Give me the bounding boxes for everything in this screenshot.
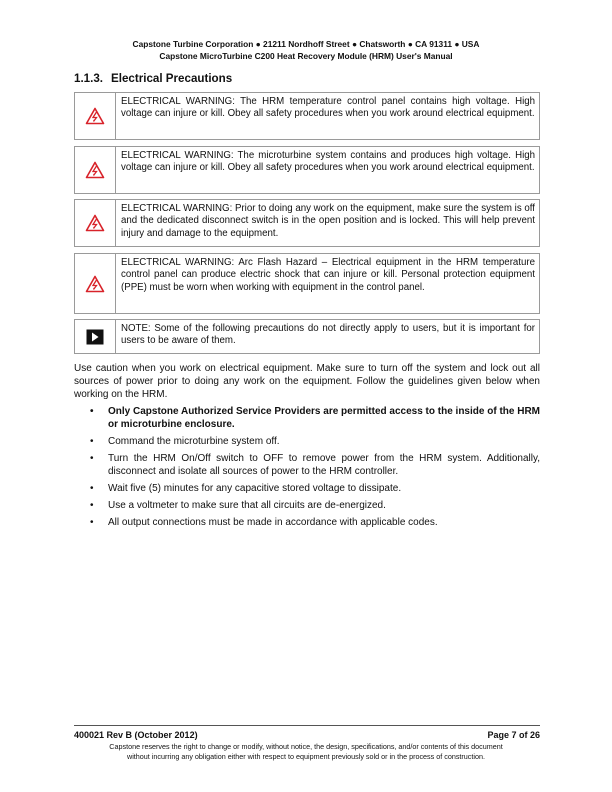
warning-text: ELECTRICAL WARNING: The HRM temperature control panel contains high voltage. High voltage can injure or kill. Obey all safety procedures when you work around electrical equipment. xyxy=(121,96,535,120)
list-item-text: Wait five (5) minutes for any capacitive stored voltage to dissipate. xyxy=(108,483,402,494)
list-item xyxy=(74,482,540,495)
list-item-text: Only Capstone Authorized Service Providers are permitted access to the inside of the HRM or microturbine enclosure. xyxy=(108,406,540,430)
list-item xyxy=(74,499,540,512)
intro-paragraph: Use caution when you work on electrical equipment. Make sure to turn off the system and lock out all sources of power prior to doing any work on the equipment. Follow the guidelines given below when working on the HRM. xyxy=(74,363,540,400)
warning-box xyxy=(74,146,540,194)
list-item xyxy=(74,516,540,529)
bullet-dot: • xyxy=(90,483,94,494)
list-item-text: Command the microturbine system off. xyxy=(108,436,280,447)
bullet-dot: • xyxy=(90,436,94,447)
bullet-dot: • xyxy=(90,406,94,417)
precaution-list xyxy=(74,405,540,533)
electrical-warning-icon xyxy=(75,147,116,193)
header-company-line: Capstone Turbine Corporation ● 21211 Nordhoff Street ● Chatsworth ● CA 91311 ● USA xyxy=(132,39,480,49)
footer-divider xyxy=(74,725,540,726)
footer-disclaimer xyxy=(0,742,612,762)
electrical-warning-icon xyxy=(75,254,116,313)
section-title: Electrical Precautions xyxy=(111,72,233,85)
disclaimer-line: Capstone reserves the right to change or modify, without notice, the design, specifications, and/or contents of this document xyxy=(109,742,503,751)
footer-page-number: Page 7 of 26 xyxy=(487,730,540,740)
bullet-dot: • xyxy=(90,517,94,528)
page-header xyxy=(0,38,612,62)
note-text: NOTE: Some of the following precautions do not directly apply to users, but it is important for users to be aware of them. xyxy=(121,323,535,347)
electrical-warning-icon xyxy=(75,93,116,139)
warning-box xyxy=(74,199,540,247)
disclaimer-line: without incurring any obligation either with respect to equipment previously sold or in the process of construction. xyxy=(127,752,485,761)
bullet-dot: • xyxy=(90,500,94,511)
warning-text: ELECTRICAL WARNING: The microturbine system contains and produces high voltage. High voltage can injure or kill. Obey all safety procedures when you work around electrical equipment. xyxy=(121,150,535,174)
header-manual-title: Capstone MicroTurbine C200 Heat Recovery Module (HRM) User's Manual xyxy=(159,51,453,61)
note-arrow-icon xyxy=(75,320,116,353)
list-item xyxy=(74,452,540,478)
note-box xyxy=(74,319,540,354)
list-item-text: Turn the HRM On/Off switch to OFF to remove power from the HRM system. Additionally, disconnect and isolate all sources of power to the HRM controller. xyxy=(108,453,540,477)
electrical-warning-icon xyxy=(75,200,116,246)
list-item-text: All output connections must be made in accordance with applicable codes. xyxy=(108,517,438,528)
footer-doc-id: 400021 Rev B (October 2012) xyxy=(74,730,198,740)
warning-box xyxy=(74,92,540,140)
section-heading xyxy=(74,72,232,85)
warning-box xyxy=(74,253,540,314)
bullet-dot: • xyxy=(90,453,94,464)
list-item-text: Use a voltmeter to make sure that all circuits are de-energized. xyxy=(108,500,386,511)
warning-text: ELECTRICAL WARNING: Prior to doing any work on the equipment, make sure the system is off and the dedicated disconnect switch is in the open position and is locked. This will help prevent injury and damage to the equipment. xyxy=(121,203,535,239)
section-number: 1.1.3. xyxy=(74,72,104,85)
list-item xyxy=(74,435,540,448)
warning-text: ELECTRICAL WARNING: Arc Flash Hazard – Electrical equipment in the HRM temperature control panel can produce electric shock that can injure or kill. Personal protection equipment (PPE) must be worn when working with equipment in the control panel. xyxy=(121,257,535,293)
list-item xyxy=(74,405,540,431)
